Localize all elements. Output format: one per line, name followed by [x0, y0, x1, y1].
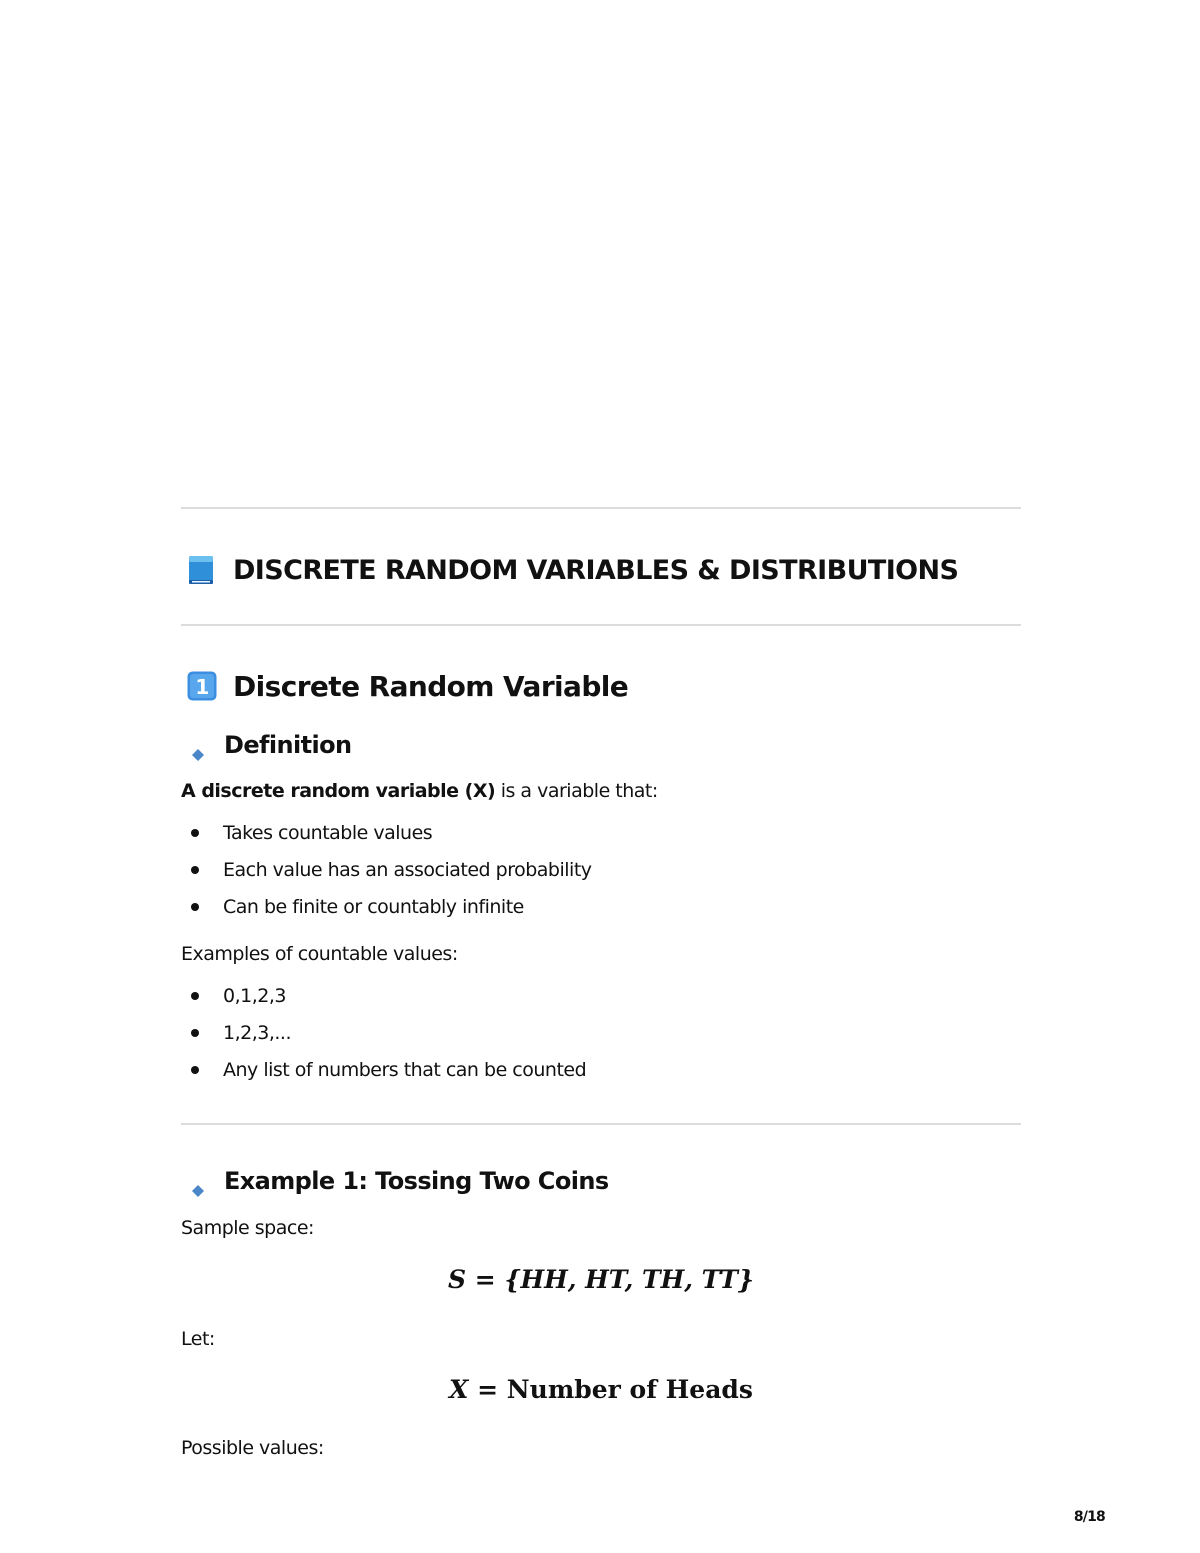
section-heading-text: Discrete Random Variable — [233, 669, 629, 703]
let-label: Let: — [181, 1328, 215, 1350]
examples-bullet-list — [181, 984, 586, 1095]
possible-values-label: Possible values: — [181, 1437, 324, 1459]
sample-space-label: Sample space: — [181, 1217, 314, 1239]
list-item: 1,2,3,... — [181, 1021, 586, 1058]
definition-intro-bold: A discrete random variable (X) — [181, 780, 496, 802]
list-item: Takes countable values — [181, 821, 592, 858]
list-item: Can be finite or countably infinite — [181, 895, 592, 932]
subheading-example-1 — [192, 1164, 609, 1198]
definition-intro — [181, 779, 658, 803]
horizontal-rule — [181, 1123, 1021, 1125]
keycap-1-icon — [187, 671, 217, 701]
list-item: Each value has an associated probability — [181, 858, 592, 895]
definition-bullet-list — [181, 821, 592, 932]
subheading-text: Definition — [224, 731, 352, 759]
document-title — [187, 548, 958, 592]
random-variable-formula: X = Number of Heads — [449, 1375, 753, 1404]
horizontal-rule — [181, 507, 1021, 509]
keycap-digit: 1 — [195, 675, 209, 699]
subheading-text: Example 1: Tossing Two Coins — [224, 1167, 609, 1195]
list-item: 0,1,2,3 — [181, 984, 586, 1021]
definition-intro-rest: is a variable that: — [495, 780, 658, 802]
subheading-definition — [192, 728, 351, 762]
page-number: 8/18 — [1073, 1509, 1105, 1525]
examples-intro: Examples of countable values: — [181, 943, 458, 965]
sample-space-formula: S = {HH, HT, TH, TT} — [447, 1265, 755, 1294]
diamond-bullet-icon — [192, 739, 204, 751]
list-item: Any list of numbers that can be counted — [181, 1058, 586, 1095]
horizontal-rule — [181, 624, 1021, 626]
document-title-text: DISCRETE RANDOM VARIABLES & DISTRIBUTIONS — [233, 554, 959, 586]
book-icon — [187, 554, 215, 586]
diamond-bullet-icon — [192, 1175, 204, 1187]
section-heading — [187, 666, 628, 706]
